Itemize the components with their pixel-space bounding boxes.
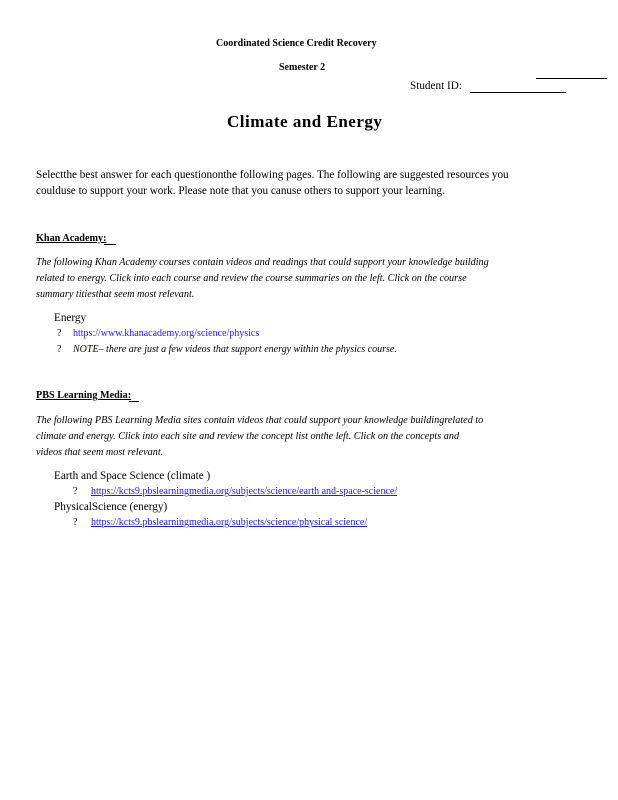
pbs-heading: PBS Learning Media: bbox=[36, 390, 132, 401]
course-title: Coordinated Science Credit Recovery bbox=[216, 38, 377, 49]
sub-bullet-icon: ? bbox=[57, 328, 62, 339]
student-id-field[interactable] bbox=[470, 92, 566, 93]
pbs-item-earth-space: Earth and Space Science (climate ) bbox=[54, 470, 211, 482]
pbs-physical-science-link[interactable]: https://kcts9.pbslearningmedia.org/subjects/science/physical science/ bbox=[91, 517, 368, 528]
khan-desc-3: summary titiesthat seem most relevant. bbox=[36, 289, 195, 300]
pbs-desc-3: videos that seem most relevant. bbox=[36, 447, 164, 458]
intro-line-2: coulduse to support your work. Please note that you canuse others to support your learning. bbox=[36, 185, 445, 197]
khan-item-energy: Energy bbox=[54, 312, 87, 324]
khan-heading-underline bbox=[104, 244, 116, 245]
khan-desc-2: related to energy. Click into each course and review the course summaries on the left. Click on the course bbox=[36, 273, 467, 284]
khan-heading: Khan Academy: bbox=[36, 233, 107, 244]
sub-bullet-icon: ? bbox=[57, 344, 62, 355]
sub-bullet-icon: ? bbox=[73, 486, 78, 497]
intro-line-1: Selectthe best answer for each questiononthe following pages. The following are suggested resources you bbox=[36, 169, 509, 181]
id-top-rule bbox=[536, 78, 607, 79]
khan-desc-1: The following Khan Academy courses contain videos and readings that could support your knowledge building bbox=[36, 257, 489, 268]
page-title: Climate and Energy bbox=[227, 112, 383, 131]
student-id-label: Student ID: bbox=[410, 80, 462, 92]
sub-bullet-icon: ? bbox=[73, 517, 78, 528]
pbs-item-physical-science: PhysicalScience (energy) bbox=[54, 501, 168, 513]
pbs-desc-2: climate and energy. Click into each site and review the concept list onthe left. Click on the concepts and bbox=[36, 431, 460, 442]
pbs-earth-space-link[interactable]: https://kcts9.pbslearningmedia.org/subjects/science/earth and-space-science/ bbox=[91, 486, 398, 497]
pbs-heading-underline bbox=[129, 401, 139, 402]
khan-physics-link[interactable]: https://www.khanacademy.org/science/physics bbox=[73, 328, 260, 339]
khan-note: NOTE– there are just a few videos that support energy within the physics course. bbox=[73, 344, 397, 355]
semester-label: Semester 2 bbox=[279, 62, 326, 73]
pbs-desc-1: The following PBS Learning Media sites contain videos that could support your knowledge buildingrelated to bbox=[36, 415, 484, 426]
